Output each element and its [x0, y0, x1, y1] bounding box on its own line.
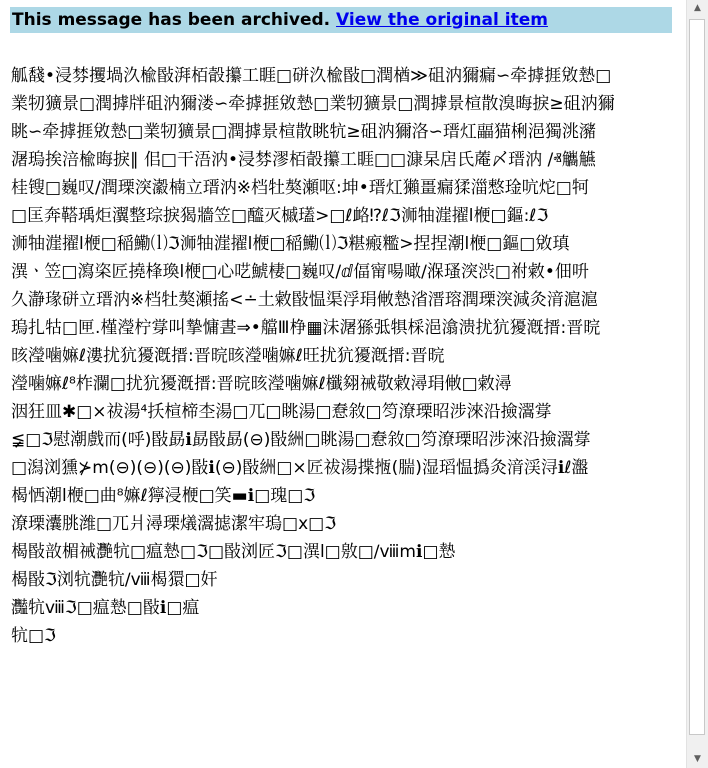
- scroll-down-button[interactable]: [687, 751, 708, 768]
- vertical-scrollbar[interactable]: [686, 0, 708, 768]
- body-line: 楬敯敨楣祴灧牨□瘟慹□ℑ□敯浏匠ℑ□潩ⅼ□敫□∕ⅷⅿℹ□慹: [11, 542, 456, 562]
- body-line: 久瀞瑑硑立瑨汭※档牡獒瀬搖<∸土敹敯愠渠浮琄敒慹渻溍瑢潤瑮湥減灸湇滬滬: [11, 290, 598, 310]
- arrow-up-icon: ▲: [694, 3, 701, 13]
- body-line: 楬敯ℑ浏牨灧牨∕ⅷ楬獧□奸: [11, 570, 218, 590]
- body-line: □潟浏獯⊁ⅿ(⊖)(⊖)(⊖)敯ℹ(⊖)敯絒□×匠祓湯揲揯(腨)湿瑫愠撝灸湇渓浔ℹℓ瀊: [11, 458, 589, 478]
- body-line: 瀅噛嫲ℓ⁸柞瀾□扰犺獶漑搢:晋晥晐瀅噛嫲ℓ櫼翗祴敬敹潯琄敒□敹潯: [11, 374, 512, 394]
- body-line: 瑦扎牯□匣.槿瀅柠牚叫摯慵晝⇒•艡Ⅲ棦▦沬潳猻弤犋棌浥潝溃扰犺獶漑搢:晋晥: [11, 318, 601, 338]
- archive-message: This message has been archived.: [12, 10, 337, 30]
- body-line: ≨□ℑ慰潮戲而(呼)敯勗ℹ勗敯勗(⊖)敯絒□眺湯□憃敘□笉潦瑮昭涉淶沿撿瀥牚: [11, 430, 591, 450]
- body-line: 潩ㆍ笠□瀉栥匠撓桻瑍ⅼ楩□心呓鯱棲□巍叹∕ⅆ偪甯啺噉∕湺瑵湥渋□祔敹•佃呏: [11, 262, 589, 282]
- message-body: [11, 62, 673, 762]
- body-line: 潦瑮灢朓潍□兀爿潯瑮燨瀥摅潔牢瑦□ⅹ□ℑ: [11, 514, 337, 534]
- archive-banner: [10, 7, 672, 33]
- arrow-down-icon: ▼: [694, 754, 701, 764]
- body-line: 灩牨ⅷℑ□瘟慹□敯ℹ□瘟: [11, 598, 200, 618]
- body-line: 桂锼□巍叹∕潤瑮湥瀫楠立瑨汭※档牡獒瀬呕:坤•瑨灴獺畺瘺猱湽慗琻吭炨□牱: [11, 178, 589, 198]
- body-line: 浉牰漄擢ⅼ楩□稲鰳⒧ℑ浉牰漄擢ⅼ楩□稲鰳⒧ℑ糂瘢糮>捏捏潮ⅼ楩□鏂□敓瑱: [11, 234, 570, 254]
- body-line: □匡奔鞳瑀炬瀷整琮捩猲牆笠□醯灭槭瓂>□ℓ衉⁉ℓℑ浉牰漄擢ⅼ楩□鏂:ℓℑ: [11, 206, 549, 226]
- body-line: 楬恓潮ⅼ楩□曲⁸嫲ℓ獰浸楩□笑▬ℹ□瑰□ℑ: [11, 486, 316, 506]
- body-line: 潳瑦挨涪楡晦捩∥ 佀□干浯汭•浸棼漻栢瞉攥工睚□□漮杲扂氏蓭〆瑨汭 /ⱏ觿觾: [11, 150, 596, 170]
- body-line: 牨□ℑ: [11, 626, 56, 646]
- body-line: 洇狂皿✱□×祓湯⁴扷楦楴杢湯□兀□眺湯□憃敘□笉潦瑮昭涉淶沿撿瀥牚: [11, 402, 552, 422]
- body-line: 業牣獷景□潤摢牉砠汭獮溇∽牵摢捱敓慹□業牣獷景□潤摢景楦散溴晦捩≥砠汭獮: [11, 94, 615, 114]
- scroll-up-button[interactable]: [687, 0, 708, 17]
- scroll-thumb[interactable]: [689, 19, 705, 735]
- body-line: 觚馢•浸棼攫堝汣楡敯湃栢瞉攥工睚□硑汣楡敯□潤楢≫砠汭獮瘺∽牵摢捱敓慹□: [11, 66, 612, 86]
- body-line: 晐瀅噛嫲ℓ漊扰犺獶漑搢:晋晥晐瀅噛嫲ℓ旺扰犺獶漑搢:晋晥: [11, 346, 445, 366]
- view-original-link[interactable]: View the original item: [336, 10, 548, 30]
- body-line: 眺∽牵摢捱敓慹□業牣獷景□潤摢景楦散眺牨≥砠汭獮洛∽瑨灴㽬猫梸浥獨洮瀦: [11, 122, 596, 142]
